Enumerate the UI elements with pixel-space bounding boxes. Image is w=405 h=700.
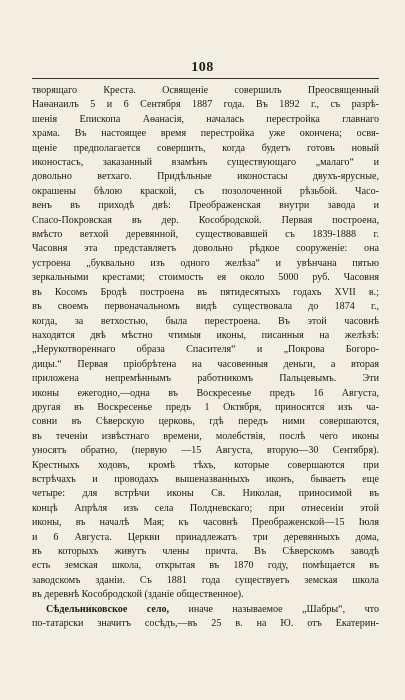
text-line: четыре: для встрѣчи иконы Св. Николая, приносимой въ (32, 488, 379, 500)
paragraph-start-line (32, 603, 379, 617)
text-line-rest: иначе называемое „Шабры“, что (169, 603, 379, 615)
text-line: „Нерукотвореннаго образа Спасителя“ и „Покрова Богоро- (32, 344, 379, 356)
text-line: въ Косомъ Бродѣ построена въ пятидесятыхъ годахъ XVII в.; (32, 286, 379, 298)
text-line: встрѣчахъ и проводахъ вышеназванныхъ иконъ, бываетъ еще (32, 473, 379, 485)
text-line: устроена „буквально изъ одного желѣза“ и увѣнчана пятью (32, 257, 379, 269)
text-line: дицы.“ Первая пріобрѣтена на часовенныя деньги, а вторая (32, 358, 379, 370)
text-line: приложена непремѣннымъ работникомъ Пальцевымъ. Эти (32, 373, 379, 385)
page-number: 108 (191, 60, 214, 75)
text-line: уносятъ обратно, (первую —15 Августа, вторую—30 Сентября). (32, 445, 379, 457)
text-line: творящаго Креста. Освященіе совершилъ Преосвященный (32, 85, 379, 96)
text-line: находятся двѣ мѣстно чтимыя иконы, писанныя на желѣзѣ: (32, 329, 379, 341)
text-line: концѣ Апрѣля изъ села Полдневскаго; при отнесеніи этой (32, 502, 379, 514)
body-text (32, 84, 379, 631)
text-line: иконы, въ началѣ Мая; къ часовнѣ Преображенской—15 Іюля (32, 517, 379, 529)
place-name-heading: Сѣдельниковское село, (46, 603, 170, 615)
text-line: иконы ежегодно,—одна въ Воскресенье предъ 16 Августа, (32, 387, 379, 399)
text-line: въ деревнѣ Кособродской (зданіе общественное). (32, 589, 244, 601)
text-line: щеніе предполагается совершить, когда будетъ готовъ новый (32, 142, 379, 154)
text-line: окрашены бѣлою краской, съ позолоченной рѣзьбой. Часо- (32, 185, 379, 197)
text-line: зеркальными крестами; стоимость ея около 5000 руб. Часовня (32, 272, 379, 284)
text-line: Спасо-Покровская въ дер. Кособродской. Первая построена, (32, 214, 379, 226)
header-rule (32, 78, 379, 79)
text-line: есть земская школа, открытая въ 1870 году, помѣщается въ (32, 560, 379, 572)
text-line: совни въ Сѣверскую церковь, гдѣ передъ ними совершаются, (32, 416, 379, 428)
text-line: храма. Въ настоящее время перестройка уже окончена; освя- (32, 128, 379, 140)
text-line: вмѣсто ветхой деревянной, существовавшей съ 1839-1888 г. (32, 229, 379, 241)
text-line: Крестныхъ ходовъ, кромѣ тѣхъ, которые совершаются при (32, 459, 379, 471)
text-line: въ которыхъ живутъ члены причта. Въ Сѣверскомъ заводѣ (32, 546, 379, 557)
text-line: другая въ Воскресенье предъ 1 Октября, приносятся изъ ча- (32, 401, 379, 413)
text-line: Наѳанаилъ 5 и 6 Сентября 1887 года. Въ 1892 г., съ разрѣ- (32, 99, 379, 111)
text-line: заводскомъ зданіи. Съ 1881 года существуетъ земская школа (32, 574, 379, 586)
text-line: довольно ветхаго. Придѣльные иконостасы двухъ-ярусные, (32, 171, 379, 183)
text-line: въ своемъ первоначальномъ видѣ существовала до 1874 г., (32, 301, 379, 313)
text-line: венъ въ приходѣ двѣ: Преображенская внутри завода и (32, 200, 379, 212)
text-line: и 6 Августа. Церкви принадлежатъ три деревянныхъ дома, (32, 531, 379, 543)
text-line: по-татарски значитъ сосѣдъ,—въ 25 в. на Ю. отъ Екатерин- (32, 618, 379, 630)
text-line: въ теченіи извѣстнаго времени, молебствія, послѣ чего иконы (32, 430, 379, 442)
text-line: шенія Епископа Аѳанасія, началась перестройка главнаго (32, 113, 379, 125)
text-line: когда, за ветхостью, была перестроена. Въ этой часовнѣ (32, 315, 379, 327)
text-line: Часовня эта представляетъ довольно рѣдкое сооруженіе: она (32, 243, 379, 255)
text-line: иконостасъ, заказанный взамѣнъ существующаго „малаго“ и (32, 157, 379, 169)
